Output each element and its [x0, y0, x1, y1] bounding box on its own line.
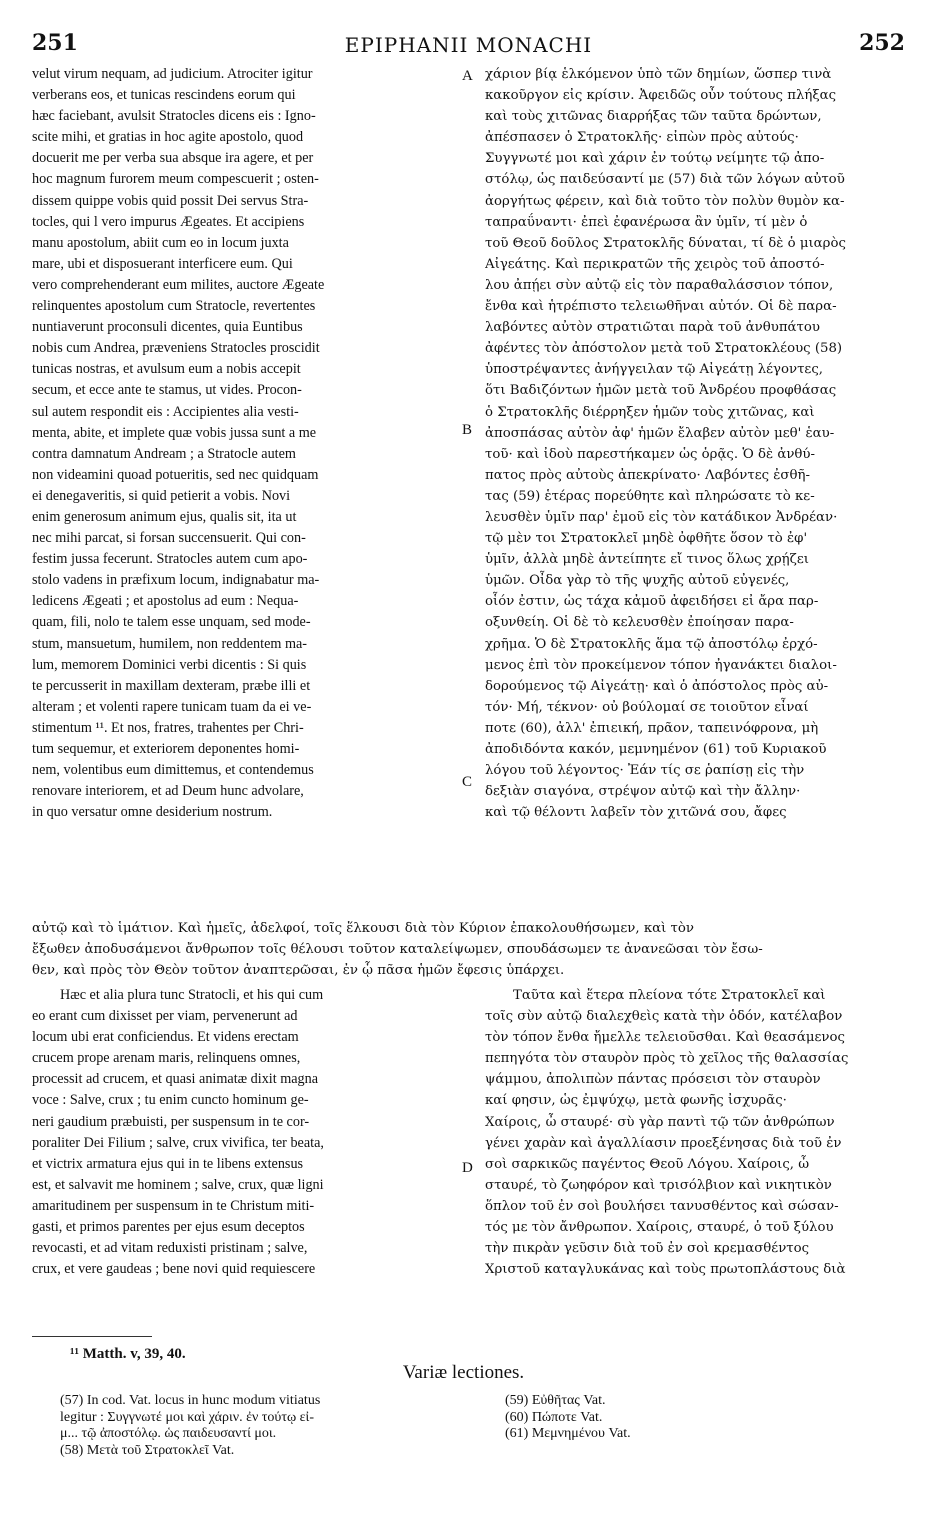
variae-right [505, 1393, 885, 1443]
variae-left [60, 1393, 480, 1459]
text-line: renovare interiorem, et ad Deum hunc advolare, [32, 783, 304, 800]
text-line: revocasti, et ad vitam reduxisti pristinam ; salve, [32, 1240, 308, 1257]
margin-marker-b: B [462, 422, 473, 438]
text-line: Hæc et alia plura tunc Stratocli, et his qui cum [60, 987, 324, 1003]
text-line: menta, abite, et implete quæ vobis jussa sunt a me [32, 424, 317, 441]
text-line: poraliter Dei Filium ; salve, crux vivifica, ter beata, [32, 1134, 324, 1151]
text-line: lum, memorem Dominici verbi dicentis : Si quis [32, 656, 307, 673]
greek-column-top [485, 64, 905, 823]
text-line: amaritudinem per suspensum in te Christum miti- [32, 1197, 315, 1214]
text-line: ἔνθα καὶ ἡτρέπιστο τελειωθῆναι αὐτόν. Οἱ δὲ παρα- [485, 299, 837, 315]
text-line: σταυρέ, τὸ ζωηφόρον καὶ τρισόλβιον καὶ νικητικὸν [485, 1177, 832, 1193]
text-line: relinquentes apostolum cum Stratocle, revertentes [32, 298, 316, 315]
text-line: hoc magnum furorem meum compescuerit ; osten- [32, 171, 319, 188]
text-line: nuntiaverunt proconsuli dicentes, quia Euntibus [32, 319, 303, 336]
text-line: ὁ Στρατοκλῆς διέρρηξεν ἡμῶν τοὺς χιτῶνας, καὶ [485, 404, 815, 420]
margin-marker-c: C [462, 774, 473, 790]
running-title: EPIPHANII MONACHI [344, 33, 593, 57]
page-header [32, 30, 905, 60]
text-line: Αἰγεάτης. Καὶ περικρατῶν τῆς χειρὸς τοῦ ἀποστό- [485, 256, 825, 272]
text-line: quam, fili, nolo te talem esse unquam, sed mode- [32, 614, 311, 631]
text-line: πατος πρὸς αὐτοὺς ἀπεκρίνατο· Λαβόντες ἐσθῆ- [485, 467, 810, 483]
footnote: ¹¹ Matth. v, 39, 40. [70, 1346, 186, 1362]
text-line: καὶ τῷ θέλοντι λαβεῖν τὸν χιτῶνά σου, ἄφες [485, 805, 787, 821]
text-line: stolo vadens in præfixum locum, indignabatur ma- [32, 572, 320, 589]
full-width-greek [32, 918, 907, 981]
text-line: τοῖς σὺν αὐτῷ διαλεχθεὶς κατὰ τὴν ὁδόν, κατέλαβον [485, 1009, 843, 1025]
text-line: σοὶ σαρκικῶς παγέντος Θεοῦ Λόγου. Χαίροις, ὦ [485, 1156, 810, 1172]
text-line: μ... τῷ ἀποστόλῳ. ὡς παιδευσαντί μοι. [60, 1426, 277, 1441]
text-line: τός με τὸν ἄνθρωπον. Χαίροις, σταυρέ, ὁ τοῦ ξύλου [485, 1220, 834, 1236]
variae-lectiones-title: Variæ lectiones. [402, 1362, 525, 1383]
text-line: voce : Salve, crux ; tu enim cuncto hominum ge- [32, 1092, 309, 1109]
text-line: Συγγνωτέ μοι καὶ χάριν ἐν τούτῳ νείμητε τῷ ἀπο- [485, 151, 825, 167]
text-line: nem, volentibus eum dimittemus, et contendemus [32, 762, 314, 779]
text-line: docuerit me per verba sua absque ira agere, et per [32, 150, 314, 167]
text-line: λου ἀπῄει σὺν αὐτῷ εἰς τὸν παραθαλάσσιον τόπον, [485, 277, 834, 293]
text-line: (59) Εὐθῆτας Vat. [505, 1393, 606, 1408]
text-line: ταπραΰναντι· ἐπεὶ ἐφανέρωσα ἂν ὑμῖν, τί μὲν ὁ [485, 214, 808, 230]
text-line: est, et salvavit me hominem ; salve, crux, quæ ligni [32, 1176, 324, 1193]
text-line: (58) Μετὰ τοῦ Στρατοκλεῖ Vat. [60, 1442, 235, 1458]
text-line: γένει χαρὰν καὶ ἀγαλλίασιν προεξένησας διὰ τοῦ ἐν [485, 1135, 842, 1151]
text-line: λευσθὲν ὑμῖν παρ' ἐμοῦ εἰς τὸν κατάδικον Ἀνδρέαν· [485, 509, 838, 525]
text-line: ὑμῶν. Οἶδα γὰρ τὸ τῆς ψυχῆς αὐτοῦ εὐγενές, [485, 573, 790, 589]
text-line: (61) Μεμνημένου Vat. [505, 1426, 631, 1441]
text-line: tocles, qui l vero impurus Ægeates. Et accipiens [32, 213, 305, 230]
text-line: tum sequemur, et exteriorem deponentes homi- [32, 741, 300, 757]
text-line: αὐτῷ καὶ τὸ ἱμάτιον. Καὶ ἡμεῖς, ἀδελφοί, τοῖς ἕλκουσι διὰ τὸν Κύριον ἐπακολουθήσωμεν, καὶ τὸν [32, 921, 695, 936]
page-number-left: 251 [32, 30, 78, 56]
page-number-right: 252 [859, 30, 905, 56]
text-line: ποτε (60), ἀλλ' ἐπιεική, πρᾶον, ταπεινόφρονα, μὴ [485, 720, 819, 736]
text-line: ei denegaveritis, si quid petierit a vobis. Novi [32, 487, 291, 504]
text-line: στόλῳ, ὡς παιδεύσαντί με (57) διὰ τῶν λόγων αὐτοῦ [485, 172, 845, 188]
text-line: stum, mansuetum, humilem, non reddentem ma- [32, 635, 308, 652]
text-line: dissem quippe vobis quid possit Dei servus Stra- [32, 192, 309, 209]
text-line: gasti, et primos parentes per ejus esum deceptos [32, 1219, 305, 1236]
text-line: (57) In cod. Vat. locus in hunc modum vitiatus [60, 1393, 321, 1408]
text-line: neri gaudium præbuisti, per suspensum in te cor- [32, 1113, 310, 1130]
text-line: χάριον βίᾳ ἑλκόμενον ὑπὸ τῶν δημίων, ὥσπερ τινὰ [485, 67, 832, 82]
text-line: manu apostolum, abiit cum eo in locum juxta [32, 234, 289, 251]
text-line: ἔξωθεν ἀποδυσάμενοι ἄνθρωπον τοῖς θέλουσι τοῦτον καταλείψωμεν, σπουδάσωμεν τε ἀνανεῶσαι τὸν ἔσω- [32, 942, 763, 958]
margin-marker-a: A [462, 68, 473, 84]
text-line: locum ubi erat conficiendus. Et videns erectam [32, 1029, 299, 1046]
margin-marker-d: D [462, 1160, 473, 1176]
text-line: stimentum ¹¹. Et nos, fratres, trahentes per Chri- [32, 719, 304, 736]
text-line: processit ad crucem, et quasi animatæ dixit magna [32, 1071, 319, 1088]
greek-column-bottom [485, 985, 905, 1280]
text-line: κακοῦργον εἰς κρίσιν. Ἀφειδῶς οὖν τούτους πλήξας [485, 88, 837, 104]
text-line: legitur : Συγγνωτέ μοι καὶ χάριν. ἐν τούτῳ εἰ- [60, 1409, 314, 1425]
text-line: velut virum nequam, ad judicium. Atrociter igitur [32, 66, 313, 82]
text-line: τὸν τόπον ἔνθα ἤμελλε τελειοῦσθαι. Καὶ θεασάμενος [485, 1030, 845, 1046]
text-line: ψάμμου, ἀπολιπὼν πάντας πρόσεισι τὸν σταυρὸν [485, 1072, 821, 1088]
text-line: ἀποδιδόντα κακόν, μεμνημένον (61) τοῦ Κυριακοῦ [485, 742, 827, 757]
text-line: ledicens Ægeati ; et apostolus ad eum : Nequa- [32, 593, 299, 610]
text-line: ὑποστρέψαντες ἀνήγγειλαν τῷ Αἰγεάτῃ λέγοντες, [485, 362, 823, 378]
text-line: θεν, καὶ πρὸς τὸν Θεὸν τοῦτον ἀναπτερῶσαι, ἐν ᾧ πᾶσα ἡμῶν ἔφεσις ὑπάρχει. [32, 963, 565, 979]
text-line: (60) Πώποτε Vat. [505, 1409, 603, 1425]
text-line: tunicas nostras, et avulsum eum a nobis accepit [32, 361, 301, 378]
text-line: festim jussa fecerunt. Stratocles autem cum apo- [32, 551, 308, 568]
text-line: οἷόν ἐστιν, ὡς τάχα κἀμοῦ ἀφειδήσει εἰ ἄρα παρ- [485, 594, 819, 610]
text-line: δεξιὰν σιαγόνα, στρέψον αὐτῷ καὶ τὴν ἄλλην· [485, 784, 801, 800]
text-line: crucem prope arenam maris, relinquens omnes, [32, 1050, 301, 1067]
text-line: ὅτι Βαδιζόντων ἡμῶν μετὰ τοῦ Ἀνδρέου προφθάσας [485, 383, 837, 399]
text-line: crux, et vere gaudeas ; bene novi quid requiescere [32, 1261, 316, 1278]
text-line: τοῦ· καὶ ἰδοὺ παρεστήκαμεν ὡς ὁρᾷς. Ὁ δὲ ἀνθύ- [485, 446, 816, 462]
text-line: contra damnatum Andream ; a Stratocle autem [32, 445, 296, 462]
text-line: sul autem respondit eis : Accipientes alia vesti- [32, 403, 299, 420]
text-line: πεπηγότα τὸν σταυρὸν πρὸς τὸ χεῖλος τῆς θαλασσίας [485, 1051, 849, 1067]
text-line: λαβόντες αὐτὸν στρατιῶται παρὰ τοῦ ἀνθυπάτου [485, 320, 820, 336]
text-line: mare, ubi et disposuerant interficere eum. Qui [32, 255, 293, 272]
text-line: χρῆμα. Ὁ δὲ Στρατοκλῆς ἅμα τῷ ἀποστόλῳ ἐρχό- [485, 636, 818, 652]
text-line: Χαίροις, ὦ σταυρέ· σὺ γὰρ παντὶ τῷ τῶν ἀνθρώπων [485, 1114, 835, 1130]
text-line: et victrix armatura ejus qui in te libens extensus [32, 1155, 304, 1172]
text-line: ἀοργήτως φέρειν, καὶ διὰ τοῦτο τὸν πολὺν θυμὸν κα- [485, 193, 845, 209]
latin-column-top [32, 64, 457, 823]
text-line: δορούμενος τῷ Αἰγεάτῃ· καὶ ὁ ἀπόστολος πρὸς αὐ- [485, 678, 829, 694]
text-line: Χριστοῦ καταγλυκάνας καὶ τοὺς πρωτοπλάστους διὰ [485, 1262, 846, 1278]
text-line: Ταῦτα καὶ ἕτερα πλείονα τότε Στρατοκλεῖ καὶ [513, 988, 826, 1003]
text-line: vero comprehenderant eum milites, auctore Ægeate [32, 276, 325, 293]
text-line: ὑμῖν, ἀλλὰ μηδὲ ἀντείπητε εἴ τινος ὅλως χρῄζει [485, 552, 809, 568]
text-line: nobis cum Andrea, præveniens Stratocles proscidit [32, 340, 320, 357]
text-line: τας (59) ἑτέρας πορεύθητε καὶ πληρώσατε τὸ κε- [485, 488, 815, 504]
text-line: enim generosum animum ejus, qualis sit, ita ut [32, 508, 297, 525]
text-line: scite mihi, et gratias in hoc agite apostolo, quod [32, 129, 304, 146]
latin-column-bottom [32, 985, 457, 1280]
footnote-rule [32, 1336, 152, 1337]
text-line: τόν· Μή, τέκνον· οὐ βούλομαί σε τοιοῦτον εἶναί [485, 699, 809, 715]
text-line: οξυνθείη. Οἱ δὲ τὸ κελευσθὲν ἐποίησαν παρα- [485, 615, 794, 631]
text-line: te percusserit in maxillam dexteram, præbe illi et [32, 677, 311, 694]
text-line: eo erant cum dixisset per viam, pervenerunt ad [32, 1008, 298, 1025]
text-line: non videamini quoad potueritis, sed nec quidquam [32, 466, 319, 483]
text-line: ὅπλον τοῦ ἐν σοὶ βουλήσει τανυσθέντος καὶ σώσαν- [485, 1198, 839, 1214]
text-line: ἀφέντες τὸν ἀπόστολον μετὰ τοῦ Στρατοκλέους (58) [485, 341, 843, 357]
text-line: λόγου τοῦ λέγοντος· Ἐάν τίς σε ῥαπίσῃ εἰς τὴν [485, 763, 805, 779]
text-line: alteram ; et volenti rapere tunicam tuam da ei ve- [32, 698, 312, 715]
text-line: καί φησιν, ὡς ἐμψύχῳ, μετὰ φωνῆς ἰσχυρᾶς· [485, 1093, 787, 1109]
text-line: verberans eos, et tunicas rescindens eorum qui [32, 87, 296, 104]
text-line: in quo versatur omne desiderium nostrum. [32, 804, 273, 821]
text-line: nec mihi parcat, si forsan succensuerit. Qui con- [32, 530, 306, 547]
text-line: τῷ μὲν τοι Στρατοκλεῖ μηδὲ ὀφθῆτε ὅσον τὸ ἐφ' [485, 531, 808, 547]
text-line: ἀπέσπασεν ὁ Στρατοκλῆς· εἰπὼν πρὸς αὐτούς· [485, 130, 799, 146]
text-line: τοῦ Θεοῦ δοῦλος Στρατοκλῆς δύναται, τί δὲ ὁ μιαρὸς [485, 235, 846, 251]
text-line: μενος ἐπὶ τὸν προκείμενον τόπον ἠγανάκτει διαλοι- [485, 657, 837, 673]
text-line: secum, et ecce ante te stamus, ut vides. Procon- [32, 382, 302, 399]
text-line: ἀποσπάσας αὐτὸν ἀφ' ἡμῶν ἔλαβεν αὐτὸν μεθ' ἑαυ- [485, 425, 835, 441]
text-line: hæc faciebant, avulsit Stratocles dicens eis : Igno- [32, 108, 316, 125]
text-line: καὶ τοὺς χιτῶνας διαρρήξας τῶν ταῦτα δρώντων, [485, 109, 822, 125]
text-line: τὴν πικρὰν γεῦσιν διὰ τοῦ ἐν σοὶ κρεμασθέντος [485, 1241, 810, 1257]
